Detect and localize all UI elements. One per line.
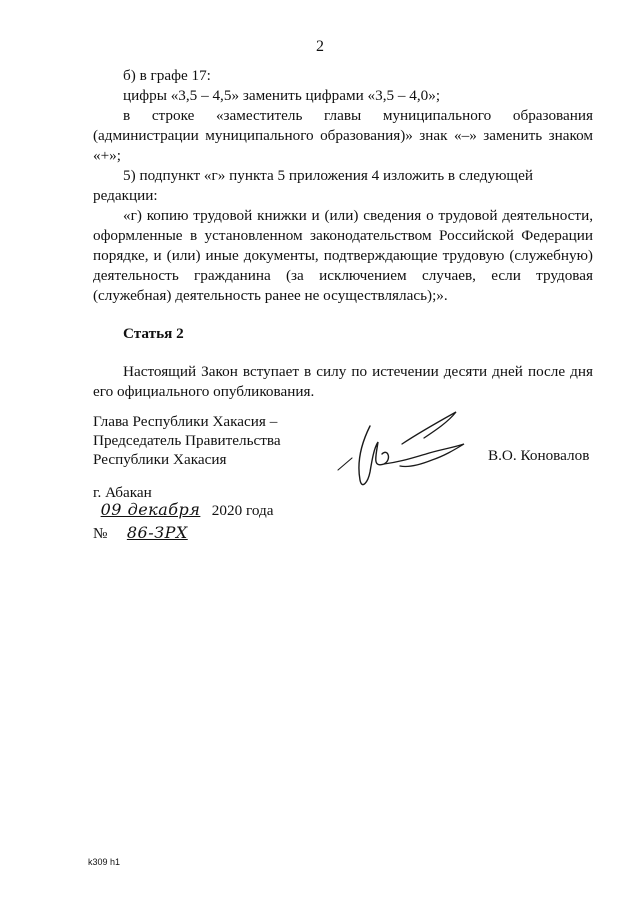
signatory-title-line: Председатель Правительства: [93, 432, 281, 449]
paragraph-3: в строке «заместитель главы муниципального образования (администрации муниципального образования)» знак «–» заменить знаком «+»;: [93, 107, 593, 164]
article-heading: Статья 2: [123, 325, 184, 342]
article-text: Настоящий Закон вступает в силу по истечении десяти дней после дня его официального опубликования.: [93, 363, 593, 400]
paragraph-2: цифры «3,5 – 4,5» заменить цифрами «3,5 – 4,0»;: [123, 87, 441, 104]
paragraph-1: б) в графе 17:: [123, 67, 211, 84]
handwritten-signature: [330, 398, 480, 498]
law-number-line: [93, 523, 197, 543]
number-prefix: №: [93, 525, 108, 542]
place-of-signing: г. Абакан: [93, 484, 152, 501]
date-suffix: 2020 года: [211, 502, 274, 519]
paragraph-5: «г) копию трудовой книжки и (или) сведения о трудовой деятельности, оформленные в установленном законодательством Российской Федерации порядке, и (или) иные документы, подтверждающие трудовую (служебную) деятельность гражданина (за исключением случаев, если трудовая (служебная) деятельность ранее не осуществлялась);».: [93, 207, 593, 304]
handwritten-date: 09 декабря: [100, 500, 201, 519]
paragraph-4: 5) подпункт «г» пункта 5 приложения 4 изложить в следующей редакции:: [93, 167, 533, 204]
spacer: [93, 306, 593, 324]
signatory-name: В.О. Коновалов: [488, 447, 590, 464]
footer-code: k309 h1: [88, 857, 121, 867]
signatory-title-line: Республики Хакасия: [93, 451, 227, 468]
signatory-title-line: Глава Республики Хакасия –: [93, 413, 278, 430]
spacer: [93, 344, 593, 362]
handwritten-number: 86-ЗРХ: [126, 523, 188, 542]
date-line: [93, 500, 273, 520]
signatory-title: [93, 412, 281, 469]
document-body: [93, 66, 593, 402]
page-number: 2: [316, 38, 324, 55]
